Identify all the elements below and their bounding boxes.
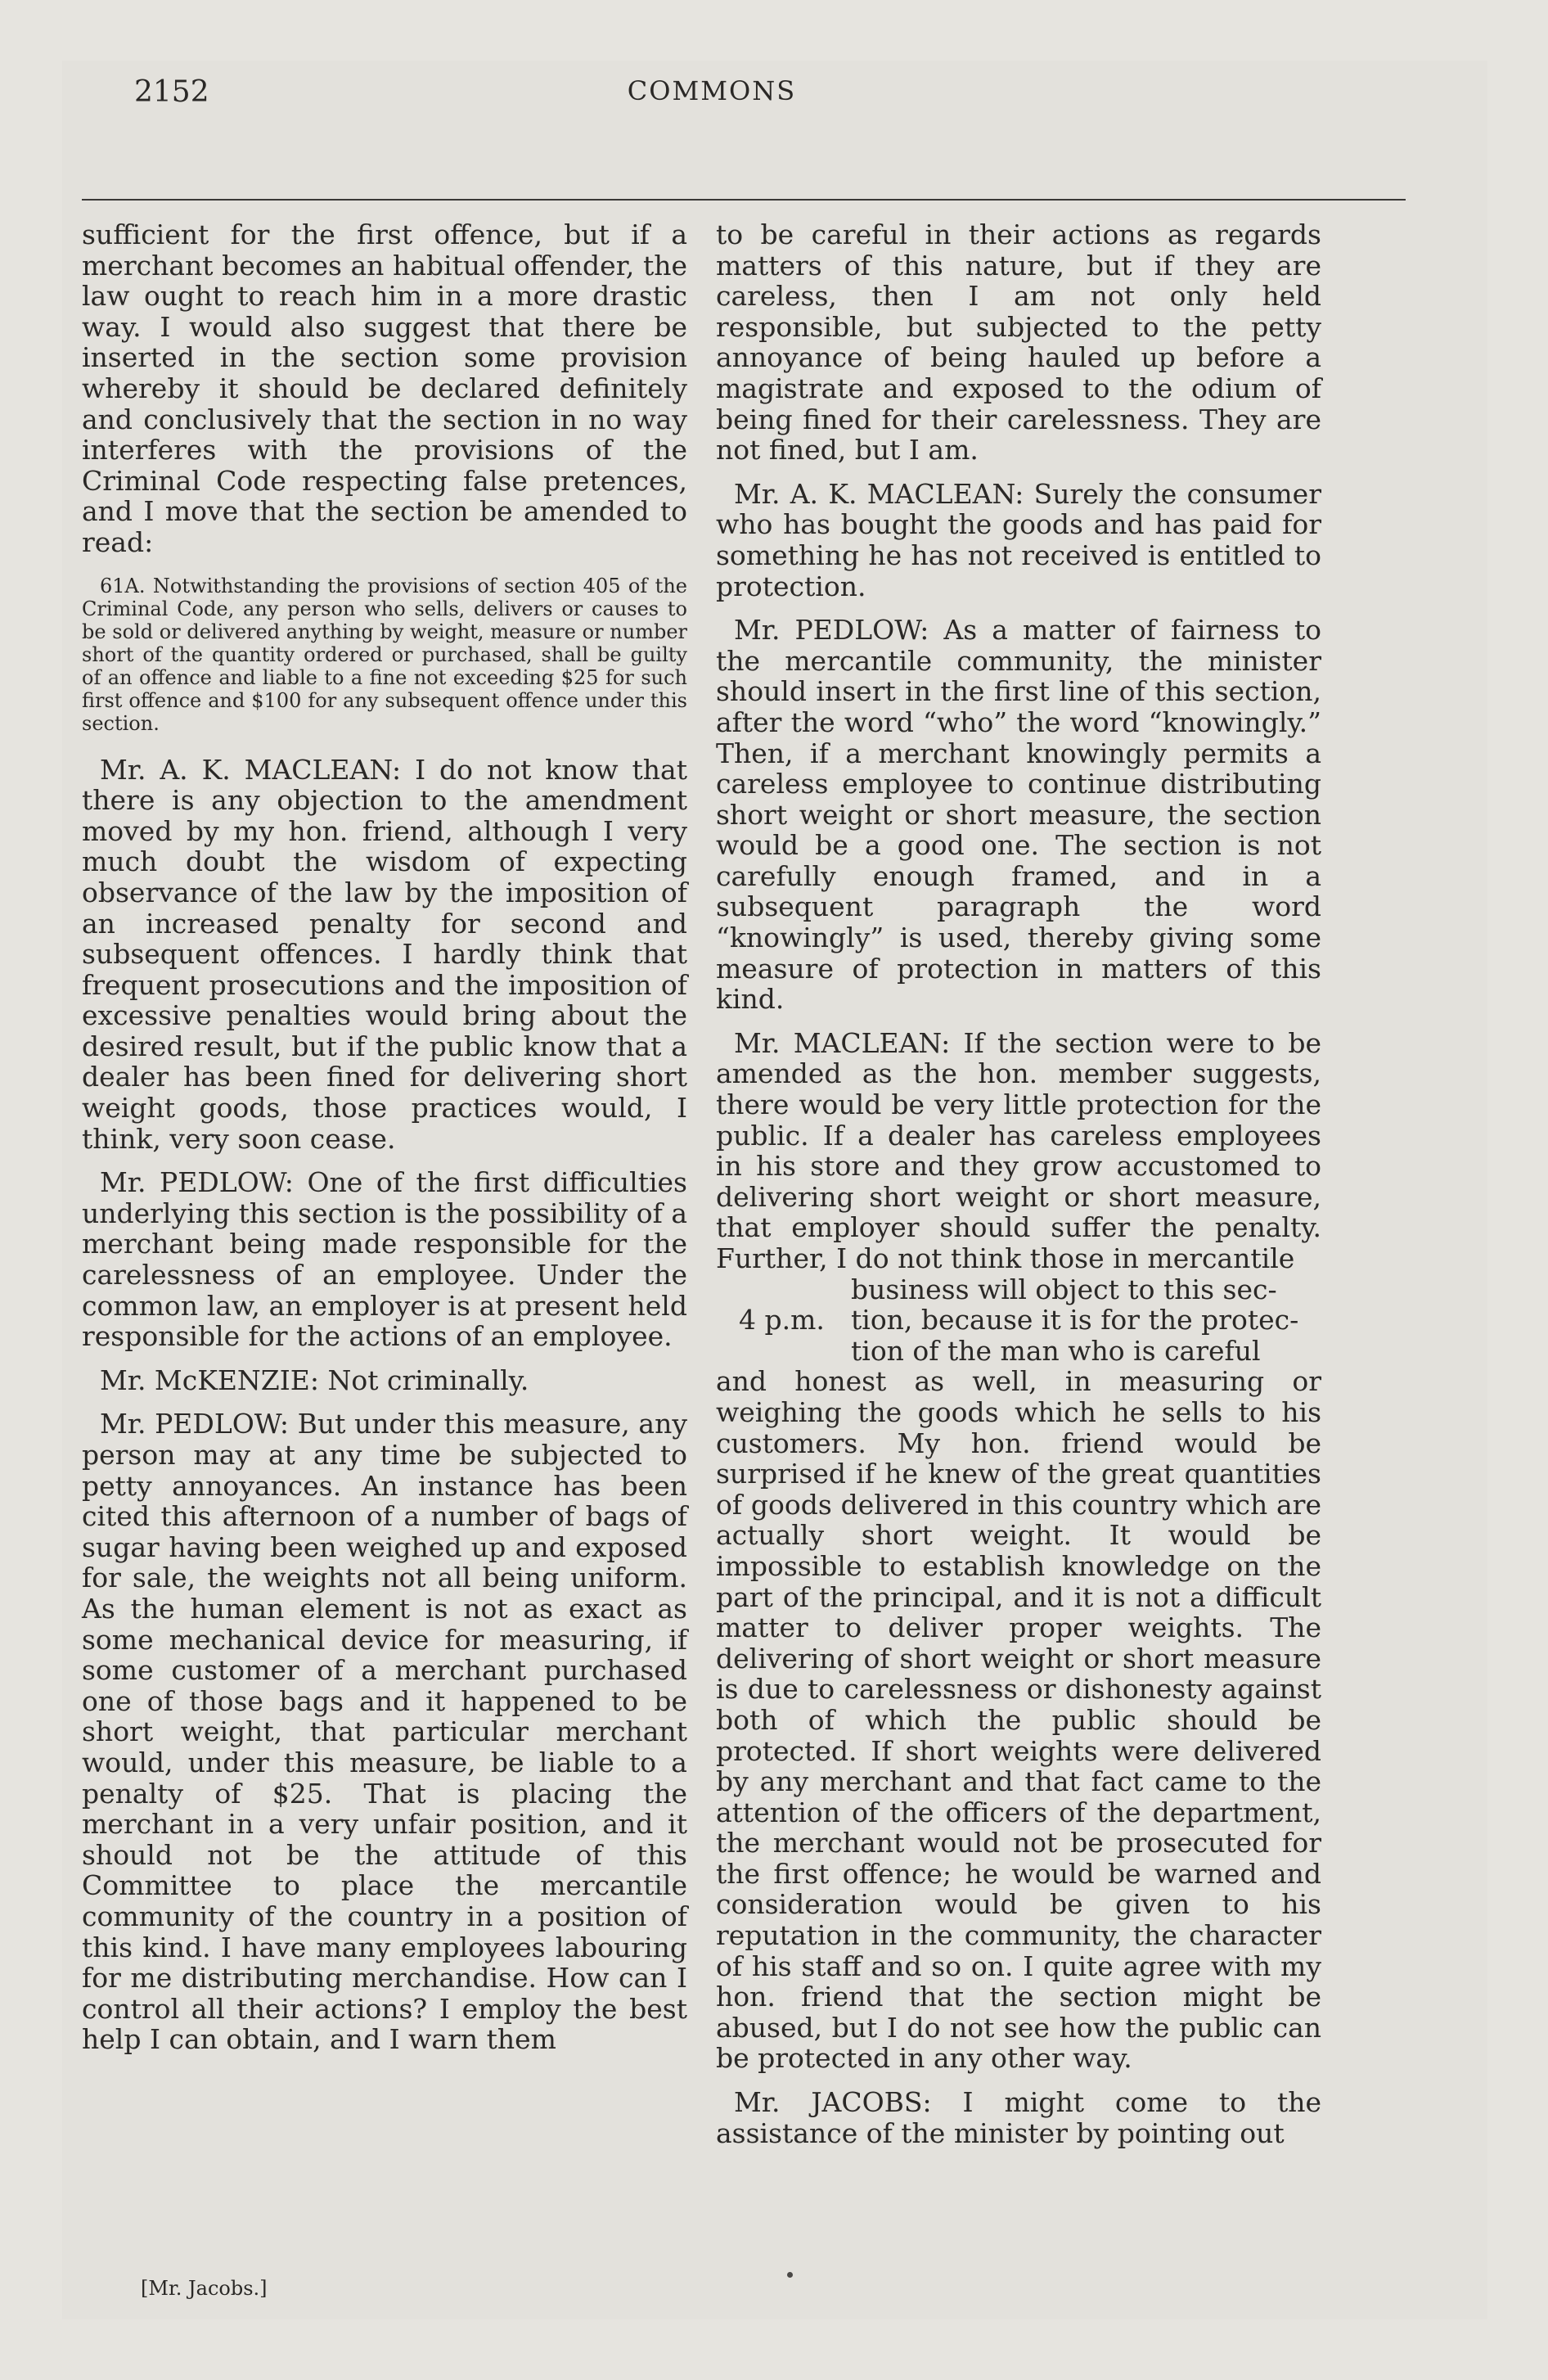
paragraph: Mr. PEDLOW: One of the first difficulties underlying this section is the possibility of a merchant being made responsible for the carelessness of an employee. Under the common law, an employer is at present held responsible for the actions of an employee. [82, 1166, 687, 1353]
page-mark [787, 2272, 793, 2278]
paragraph: Mr. PEDLOW: As a matter of fairness to the mercantile community, the minister should insert in the first line of this section, after the word “who” the word “knowingly.” Then, if a merchant knowingly permits a careless employee to continue distributing short weight or short measure, the section would be a good one. The section is not carefully enough framed, and in a subsequent paragraph the word “knowingly” is used, thereby giving some measure of protection in matters of this kind. [716, 614, 1321, 1016]
paragraph: Mr. JACOBS: I might come to the assistance of the minister by pointing out [716, 2086, 1321, 2149]
amendment-clause: 61A. Notwithstanding the provisions of section 405 of the Criminal Code, any person who sells, delivers or causes to be sold or delivered anything by weight, measure or number short of the quantity ordered or purchased, shall be guilty of an offence and liable to a fine not exceeding $25 for such first offence and $100 for any subsequent offence under this section. [82, 574, 687, 735]
page-header [82, 75, 1342, 116]
paragraph-line: tion of the man who is careful [851, 1334, 1261, 1367]
margin-note-block [716, 1274, 1321, 1367]
right-column [716, 219, 1321, 2161]
paragraph: Mr. PEDLOW: But under this measure, any person may at any time be subjected to petty annoyances. An instance has been cited this afternoon of a number of bags of sugar having been weighed up and exposed for sale, the weights not all being uniform. As the human element is not as exact as some mechanical device for measuring, if some customer of a merchant purchased one of those bags and it happened to be short weight, that particular merchant would, under this measure, be liable to a penalty of $25. That is placing the merchant in a very unfair position, and it should not be the attitude of this Committee to place the mercantile community of the country in a position of this kind. I have many employees labouring for me distributing merchandise. How can I control all their actions? I employ the best help I can obtain, and I warn them [82, 1408, 687, 2056]
paragraph: Mr. A. K. MACLEAN: Surely the consumer who has bought the goods and has paid for something he has not received is entitled to protection. [716, 477, 1321, 602]
paragraph-line: business will object to this sec- [851, 1273, 1277, 1305]
running-head: COMMONS [627, 75, 797, 106]
paragraph: Mr. McKENZIE: Not criminally. [100, 1364, 529, 1396]
paragraph: to be careful in their actions as regards matters of this nature, but if they are careless, then I am not only held responsible, but subjected to the petty annoyance of being hauled up before a magistrate and exposed to the odium of being fined for their carelessness. They are not fined, but I am. [716, 219, 1321, 467]
paragraph: Mr. MACLEAN: If the section were to be amended as the hon. member suggests, there would be very little protection for the public. If a dealer has careless employees in his store and they grow accustomed to delivering short weight or short measure, that employer should suffer the penalty. Further, I do not think those in mercantile [716, 1026, 1321, 1274]
paragraph: and honest as well, in measuring or weighing the goods which he sells to his customers. My hon. friend would be surprised if he knew of the great quantities of goods delivered in this country which are actually short weight. It would be impossible to establish knowledge on the part of the principal, and it is not a difficult matter to deliver proper weights. The delivering of short weight or short measure is due to carelessness or dishonesty against both of which the public should be protected. If short weights were delivered by any merchant and that fact came to the attention of the officers of the department, the merchant would not be prosecuted for the first offence; he would be warned and consideration would be given to his reputation in the community, the character of his staff and so on. I quite agree with my hon. friend that the section might be abused, but I do not see how the public can be protected in any other way. [716, 1365, 1321, 2075]
page-number: 2152 [134, 75, 209, 109]
paragraph: sufficient for the first offence, but if a merchant becomes an habitual offender, the law ought to reach him in a more drastic way. I would also suggest that there be inserted in the section some provision whereby it should be declared definitely and conclusively that the section in no way interferes with the provisions of the Criminal Code respecting false pretences, and I move that the section be amended to read: [82, 219, 687, 558]
paragraph-line: tion, because it is for the protec- [851, 1304, 1299, 1336]
paragraph: Mr. A. K. MACLEAN: I do not know that there is any objection to the amendment moved by my hon. friend, although I very much doubt the wisdom of expecting observance of the law by the imposition of an increased penalty for second and subsequent offences. I hardly think that frequent prosecutions and the imposition of excessive penalties would bring about the desired result, but if the public know that a dealer has been fined for delivering short weight goods, those practices would, I think, very soon cease. [82, 753, 687, 1155]
margin-time-note: 4 p.m. [739, 1303, 825, 1336]
left-column [82, 219, 687, 2068]
header-rule [82, 199, 1406, 201]
footer-reference: [Mr. Jacobs.] [141, 2277, 268, 2300]
